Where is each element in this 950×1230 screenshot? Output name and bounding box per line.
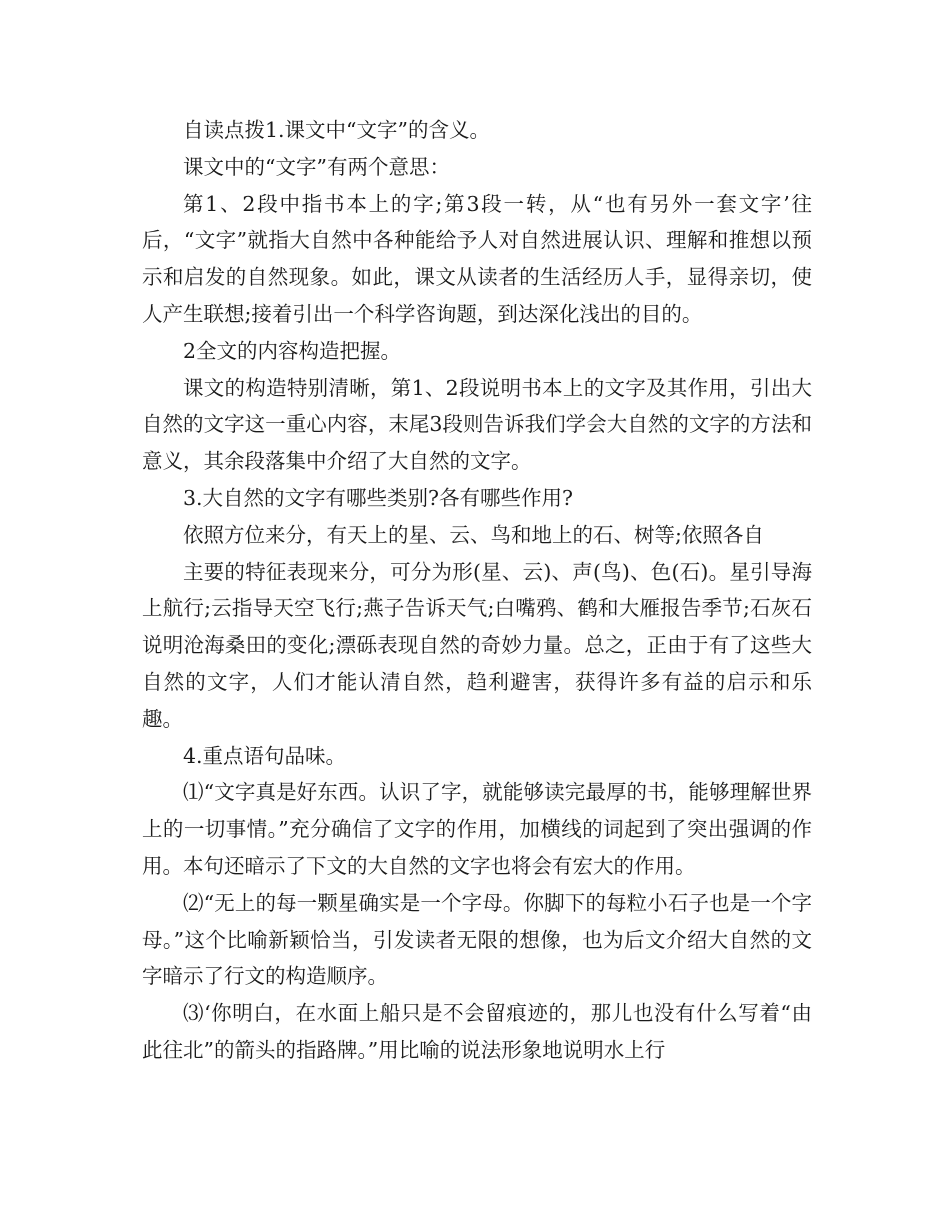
paragraph-9: 4.重点语句品味。 bbox=[183, 743, 347, 768]
paragraph-6: 3.大自然的文字有哪些类别?各有哪些作用? bbox=[183, 485, 574, 510]
paragraph-11: ⑵“无上的每一颗星确实是一个字母。你脚下的每粒小石子也是一个字母。”这个比喻新颖恰当，引发读者无限的想像，也为后文介绍大自然的文字暗示了行文的构造顺序。 bbox=[142, 890, 812, 989]
paragraph-1: 自读点拨1.课文中“文字”的含义。 bbox=[183, 118, 491, 142]
paragraph-4: 2全文的内容构造把握。 bbox=[183, 338, 402, 363]
document-page bbox=[142, 112, 812, 1069]
paragraph-5: 课文的构造特别清晰，第1、2段说明书本上的文字及其作用，引出大自然的文字这一重心内容，末尾3段则告诉我们学会大自然的文字的方法和意义，其余段落集中介绍了大自然的文字。 bbox=[142, 375, 812, 474]
paragraph-8: 主要的特征表现来分，可分为形(星、云)、声(鸟)、色(石)。星引导海上航行;云指导天空飞行;燕子告诉天气;白嘴鸦、鹤和大雁报告季节;石灰石说明沧海桑田的变化;漂砾表现自然的奇妙力量。总之，正由于有了这些大自然的文字，人们才能认清自然，趋利避害，获得许多有益的启示和乐趣。 bbox=[142, 559, 812, 731]
paragraph-10: ⑴“文字真是好东西。认识了字，就能够读完最厚的书，能够理解世界上的一切事情。”充分确信了文字的作用，加横线的词起到了突出强调的作用。本句还暗示了下文的大自然的文字也将会有宏大的作用。 bbox=[142, 780, 812, 878]
paragraph-2: 课文中的“文字”有两个意思： bbox=[183, 154, 450, 179]
paragraph-7: 依照方位来分，有天上的星、云、鸟和地上的石、树等;依照各自 bbox=[183, 522, 764, 547]
paragraph-3: 第1、2段中指书本上的字;第3段一转，从“也有另外一套文字’往后，“文字”就指大自然中各种能给予人对自然进展认识、理解和推想以预示和启发的自然现象。如此，课文从读者的生活经历人手，显得亲切，使人产生联想;接着引出一个科学咨询题，到达深化浅出的目的。 bbox=[142, 191, 812, 326]
paragraph-12: ⑶‘你明白，在水面上船只是不会留痕迹的，那儿也没有什么写着“由此往北”的箭头的指路牌。”用比喻的说法形象地说明水上行 bbox=[142, 1001, 812, 1062]
